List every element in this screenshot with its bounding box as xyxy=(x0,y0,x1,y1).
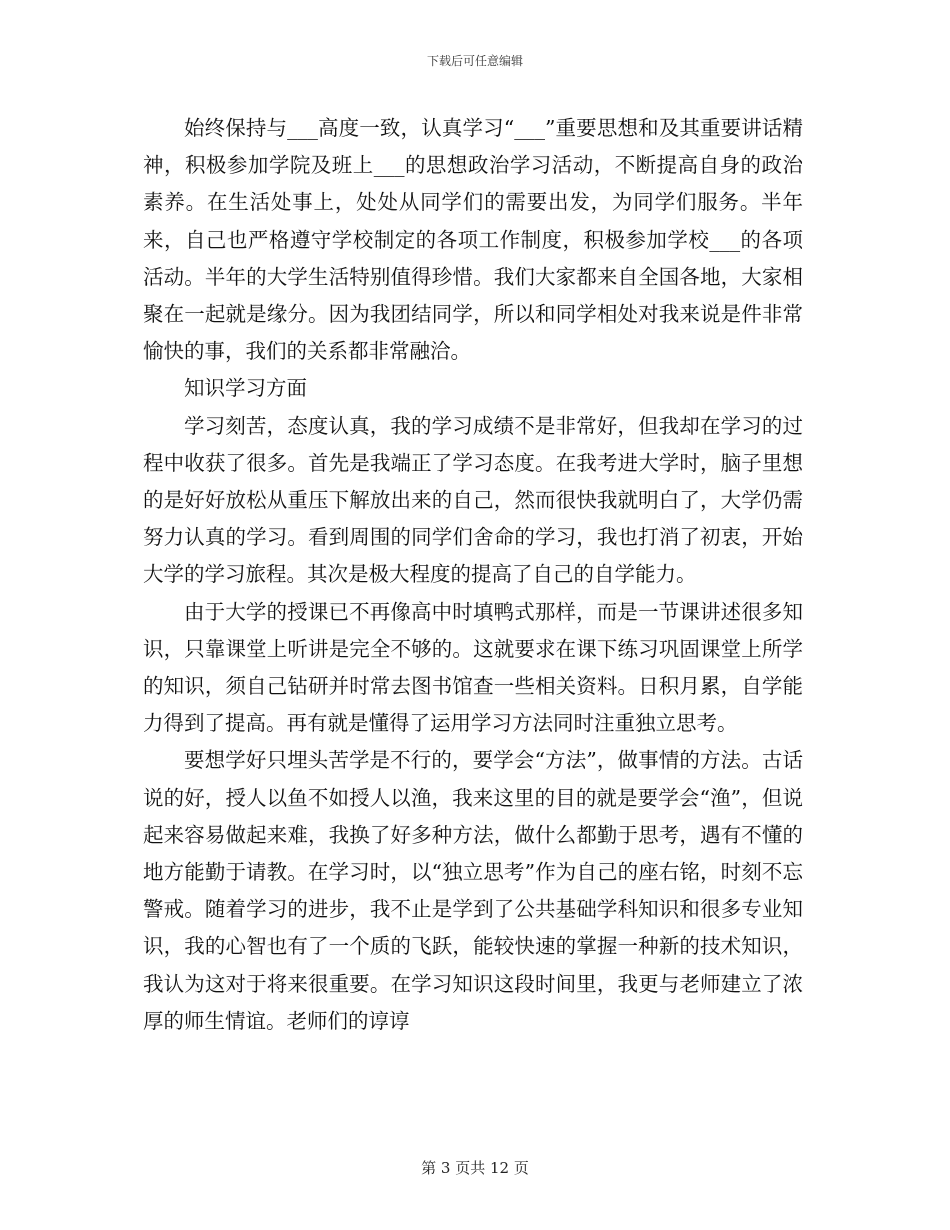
page-footer: 第 3 页共 12 页 xyxy=(421,1159,529,1177)
paragraph: 学习刻苦，态度认真，我的学习成绩不是非常好，但我却在学习的过程中收获了很多。首先是我端正了学习态度。在我考进大学时，脑子里想的是好好放松从重压下解放出来的自己，然而很快我就明白了，大学仍需努力认真的学习。看到周围的同学们舍命的学习，我也打消了初衷，开始大学的学习旅程。其次是极大程度的提高了自己的自学能力。 xyxy=(143,413,803,587)
paragraph: 要想学好只埋头苦学是不行的，要学会“方法”，做事情的方法。古话说的好，授人以鱼不如授人以渔，我来这里的目的就是要学会“渔”，但说起来容易做起来难，我换了好多种方法，做什么都勤于思考，遇有不懂的地方能勤于请教。在学习时，以“独立思考”作为自己的座右铭，时刻不忘警戒。随着学习的进步，我不止是学到了公共基础学科知识和很多专业知识，我的心智也有了一个质的飞跃，能较快速的掌握一种新的技术知识，我认为这对于将来很重要。在学习知识这段时间里，我更与老师建立了浓厚的师生情谊。老师们的谆谆 xyxy=(143,748,803,1033)
section-heading: 知识学习方面 xyxy=(184,376,307,401)
paragraph: 始终保持与___高度一致，认真学习“___”重要思想和及其重要讲话精神，积极参加学院及班上___的思想政治学习活动，不断提高自身的政治素养。在生活处事上，处处从同学们的需要出发，为同学们服务。半年来，自己也严格遵守学校制定的各项工作制度，积极参加学校___的各项活动。半年的大学生活特别值得珍惜。我们大家都来自全国各地，大家相聚在一起就是缘分。因为我团结同学，所以和同学相处对我来说是件非常愉快的事，我们的关系都非常融洽。 xyxy=(143,116,803,364)
page-header: 下载后可任意编辑 xyxy=(426,54,523,68)
paragraph: 由于大学的授课已不再像高中时填鸭式那样，而是一节课讲述很多知识，只靠课堂上听讲是完全不够的。这就要求在课下练习巩固课堂上所学的知识，须自己钻研并时常去图书馆查一些相关资料。日积月累，自学能力得到了提高。再有就是懂得了运用学习方法同时注重独立思考。 xyxy=(143,599,803,736)
document-body xyxy=(143,110,803,1040)
